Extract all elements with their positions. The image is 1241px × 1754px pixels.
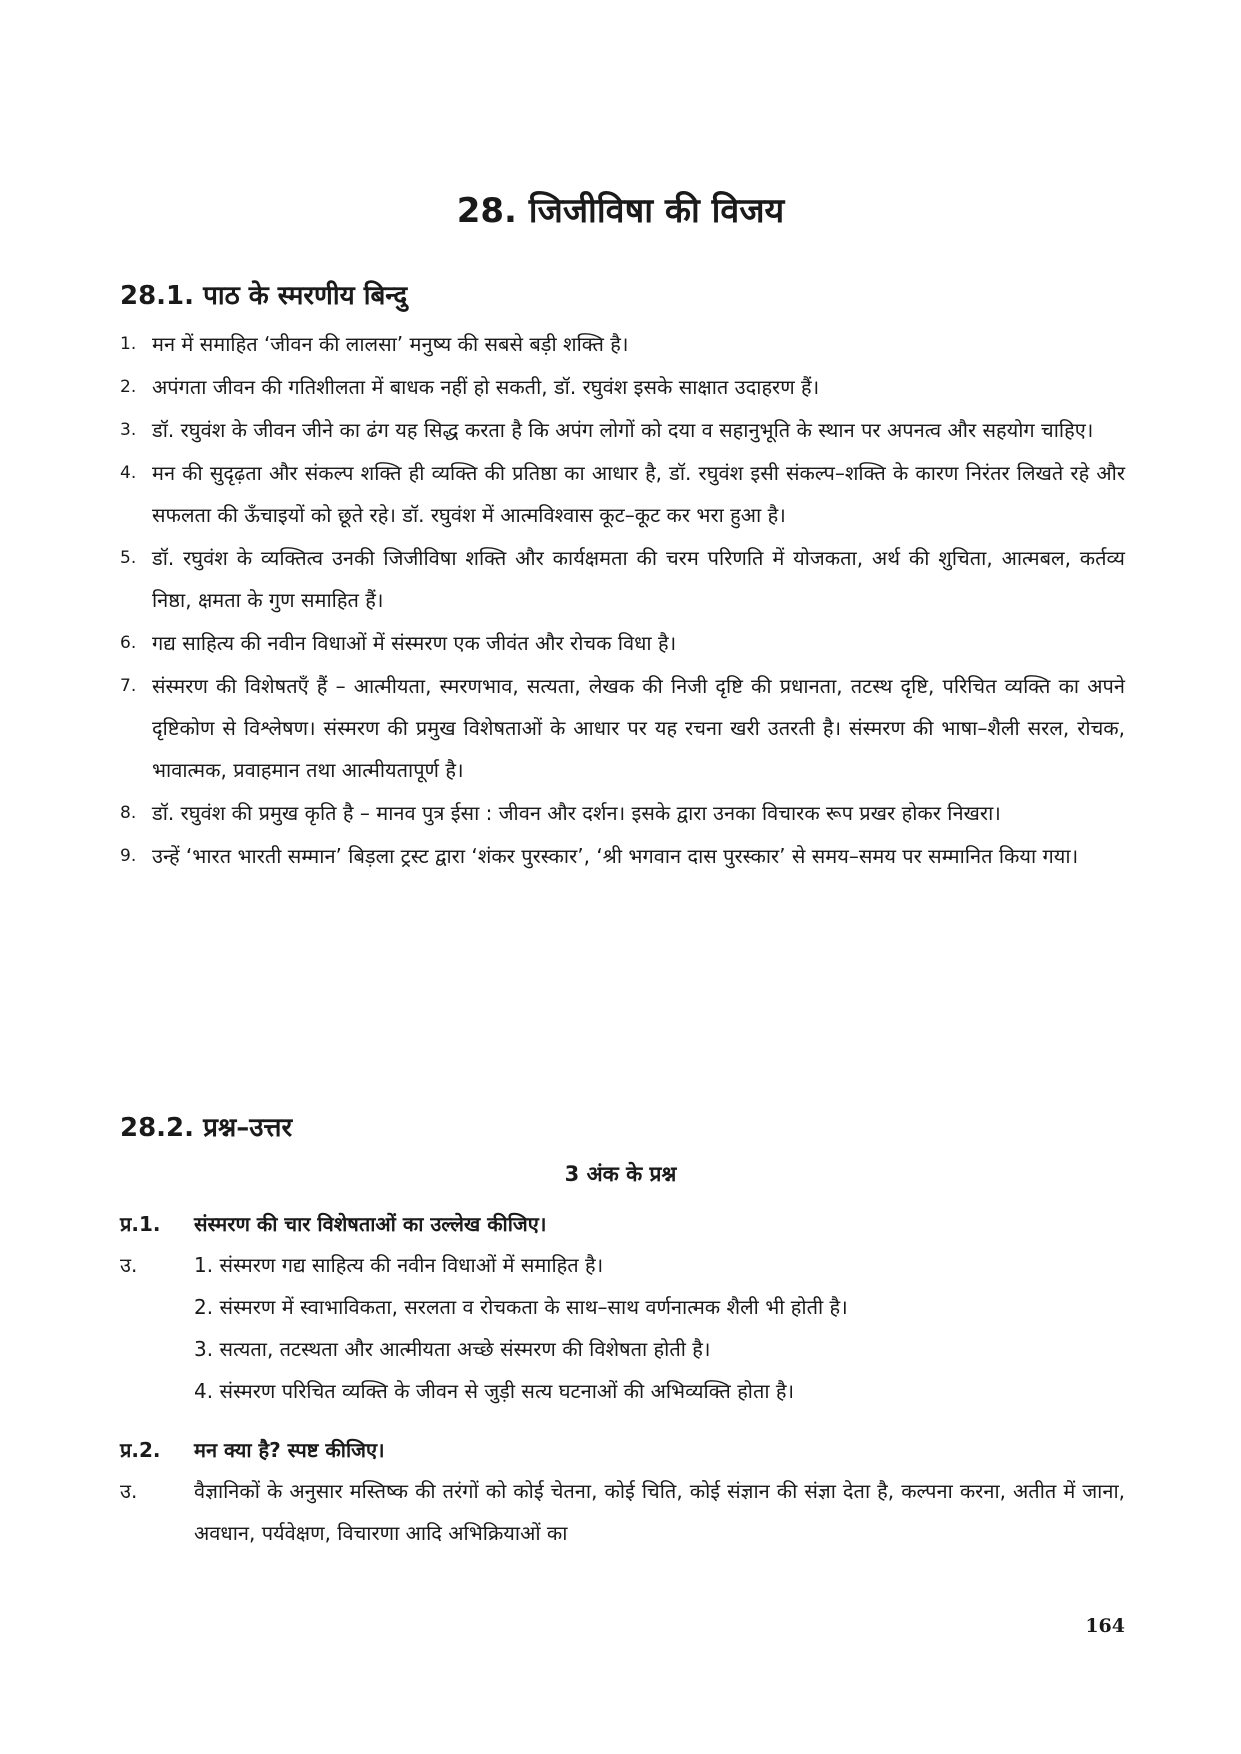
list-item-text: अपंगता जीवन की गतिशीलता में बाधक नहीं हो सकती, डॉ. रघुवंश इसके साक्षात उदाहरण हैं। [152, 375, 820, 399]
list-item [120, 835, 1125, 877]
list-item [120, 366, 1125, 408]
list-item [120, 452, 1125, 536]
list-item [120, 792, 1125, 834]
chapter-title: 28. जिजीविषा की विजय [456, 191, 785, 231]
section-heading-prashn-uttar: 28.2. प्रश्न–उत्तर [120, 1113, 293, 1143]
list-item [120, 537, 1125, 621]
list-item-text: संस्मरण की विशेषतएँ हैं – आत्मीयता, स्मरणभाव, सत्यता, लेखक की निजी दृष्टि की प्रधानता, तटस्थ दृष्टि, परिचित व्यक्ति का अपने दृष्टिकोण से विश्लेषण। संस्मरण की प्रमुख विशेषताओं के आधार पर यह रचना खरी उतरती है। संस्मरण की भाषा–शैली सरल, रोचक, भावात्मक, प्रवाहमान तथा आत्मीयतापूर्ण है। [152, 674, 1125, 782]
list-item-number: 5. [120, 548, 137, 568]
list-item-number: 7. [120, 676, 137, 696]
answer-label: उ. [120, 1479, 138, 1503]
question-block-1 [120, 1204, 1125, 1412]
question-label: प्र.1. [120, 1212, 161, 1236]
question-text: मन क्या है? स्पष्ट कीजिए। [194, 1438, 385, 1462]
list-item-number: 3. [120, 420, 137, 440]
list-item-text: उन्हें ‘भारत भारती सम्मान’ बिड़ला ट्रस्ट द्वारा ‘शंकर पुरस्कार’, ‘श्री भगवान दास पुरस्कार’ से समय–समय पर सम्मानित किया गया। [152, 844, 1079, 868]
marks-heading: 3 अंक के प्रश्न [564, 1162, 677, 1186]
question-label: प्र.2. [120, 1438, 161, 1462]
question-block-2 [120, 1430, 1125, 1554]
list-item-text: डॉ. रघुवंश के व्यक्तित्व उनकी जिजीविषा शक्ति और कार्यक्षमता की चरम परिणति में योजकता, अर्थ की शुचिता, आत्मबल, कर्तव्य निष्ठा, क्षमता के गुण समाहित हैं। [152, 546, 1125, 612]
question-text: संस्मरण की चार विशेषताओं का उल्लेख कीजिए। [194, 1212, 547, 1236]
list-item-number: 9. [120, 846, 137, 866]
answer-text: वैज्ञानिकों के अनुसार मस्तिष्क की तरंगों को कोई चेतना, कोई चिति, कोई संज्ञान की संज्ञा देता है, कल्पना करना, अतीत में जाना, अवधान, पर्यवेक्षण, विचारणा आदि अभिक्रियाओं का [194, 1479, 1125, 1545]
list-item-text: डॉ. रघुवंश की प्रमुख कृति है – मानव पुत्र ईसा : जीवन और दर्शन। इसके द्वारा उनका विचारक रूप प्रखर होकर निखरा। [152, 801, 1001, 825]
question-row [120, 1430, 1125, 1470]
page-number: 164 [1085, 1615, 1125, 1637]
list-item-text: गद्य साहित्य की नवीन विधाओं में संस्मरण एक जीवंत और रोचक विधा है। [152, 631, 677, 655]
list-item-number: 6. [120, 633, 137, 653]
answer-item: 3. सत्यता, तटस्थता और आत्मीयता अच्छे संस्मरण की विशेषता होती है। [194, 1337, 711, 1361]
list-item-number: 8. [120, 803, 137, 823]
answer-item: 4. संस्मरण परिचित व्यक्ति के जीवन से जुड़ी सत्य घटनाओं की अभिव्यक्ति होता है। [194, 1379, 795, 1403]
key-points-list [120, 323, 1125, 878]
answer-row [120, 1244, 1125, 1412]
list-item-number: 4. [120, 463, 137, 483]
list-item [120, 622, 1125, 664]
answer-list [194, 1244, 1125, 1412]
answer-item: 1. संस्मरण गद्य साहित्य की नवीन विधाओं में समाहित है। [194, 1253, 604, 1277]
answer-label: उ. [120, 1253, 138, 1277]
question-row [120, 1204, 1125, 1244]
list-item-text: डॉ. रघुवंश के जीवन जीने का ढंग यह सिद्ध करता है कि अपंग लोगों को दया व सहानुभूति के स्थान पर अपनत्व और सहयोग चाहिए। [152, 418, 1094, 442]
list-item-number: 1. [120, 334, 137, 354]
list-item [120, 409, 1125, 451]
section-heading-smaraniya-bindu: 28.1. पाठ के स्मरणीय बिन्दु [120, 281, 408, 311]
list-item-text: मन की सुदृढ़ता और संकल्प शक्ति ही व्यक्ति की प्रतिष्ठा का आधार है, डॉ. रघुवंश इसी संकल्प–शक्ति के कारण निरंतर लिखते रहे और सफलता की ऊँचाइयों को छूते रहे। डॉ. रघुवंश में आत्मविश्वास कूट–कूट कर भरा हुआ है। [152, 461, 1125, 527]
answer-item: 2. संस्मरण में स्वाभाविकता, सरलता व रोचकता के साथ–साथ वर्णनात्मक शैली भी होती है। [194, 1295, 848, 1319]
list-item [120, 665, 1125, 791]
list-item-number: 2. [120, 377, 137, 397]
answer-row [120, 1470, 1125, 1554]
list-item [120, 323, 1125, 365]
list-item-text: मन में समाहित ‘जीवन की लालसा’ मनुष्य की सबसे बड़ी शक्ति है। [152, 332, 629, 356]
